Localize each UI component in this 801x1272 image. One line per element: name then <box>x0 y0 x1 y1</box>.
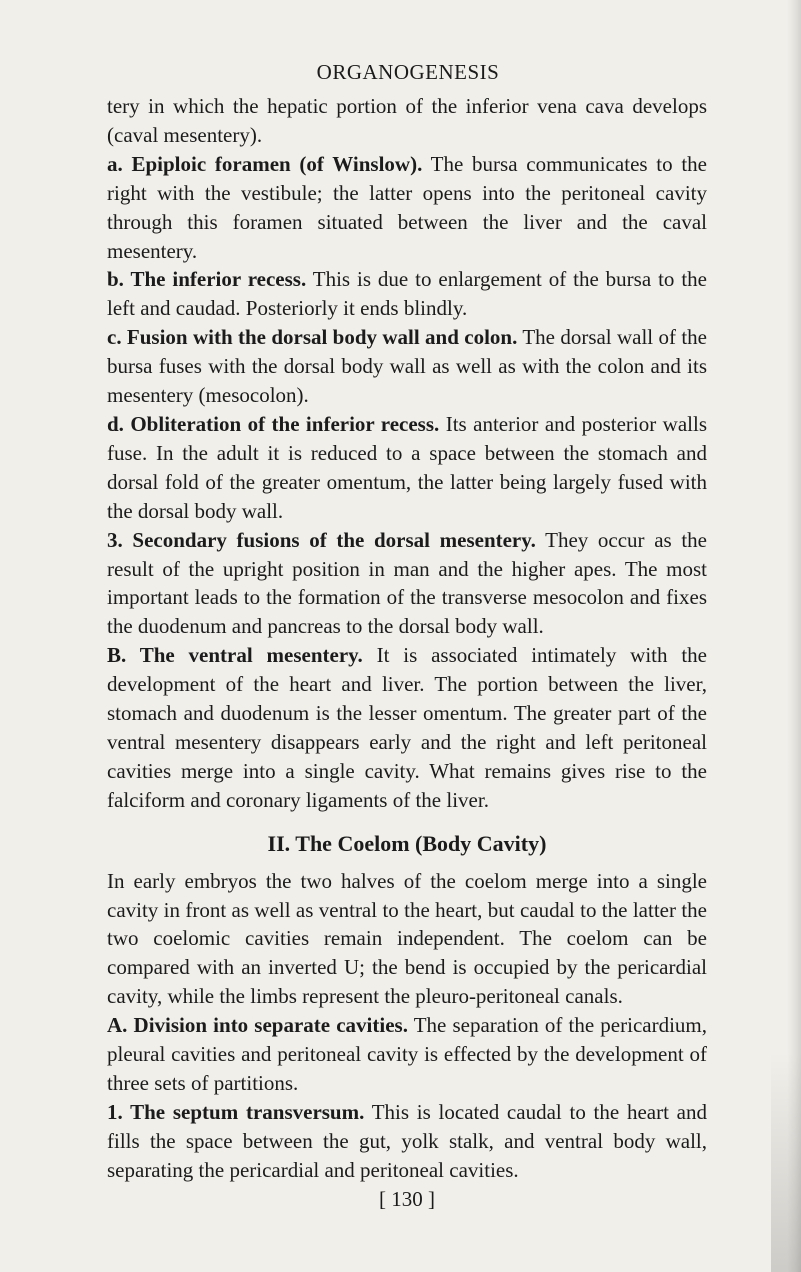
paragraph-septum-transversum: 1. The septum transversum. This is located caudal to the heart and fills the space between the gut, yolk stalk, and ventral body wall, separating the pericardial and peritoneal cavities. <box>107 1099 707 1182</box>
paragraph-ventral-mesentery: B. The ventral mesentery. It is associated intimately with the development of the heart and liver. The portion between the liver, stomach and duodenum is the lesser omentum. The greater part of the ventral mesentery disappears early and the right and left peritoneal cavities merge into a single cavity. What remains gives rise to the falciform and coronary ligaments of the liver. <box>107 643 707 812</box>
paragraph-heading: c. Fusion with the dorsal body wall and colon. <box>107 325 518 350</box>
book-page <box>107 58 707 1213</box>
section-heading: II. The Coelom (Body Cavity) <box>267 830 547 856</box>
running-head: ORGANOGENESIS <box>316 60 500 84</box>
paragraph-division: A. Division into separate cavities. The separation of the pericardium, pleural cavities and peritoneal cavity is effected by the development of three sets of partitions. <box>107 1013 707 1095</box>
paragraph-fusion-dorsal-wall: c. Fusion with the dorsal body wall and colon. The dorsal wall of the bursa fuses with the dorsal body wall as well as with the colon and its mesentery (mesocolon). <box>107 325 707 408</box>
paragraph-epiploic-foramen: a. Epiploic foramen (of Winslow). The bursa communicates to the right with the vestibule; the latter opens into the peritoneal cavity through this foramen situated between the liver and the caval mesentery. <box>107 151 708 263</box>
page-number: [ 130 ] <box>379 1186 435 1211</box>
paragraph-caval-mesentery-end: tery in which the hepatic portion of the inferior vena cava develops (caval mesentery). <box>107 94 707 147</box>
page-corner-shadow <box>771 1052 801 1272</box>
paragraph-inferior-recess: b. The inferior recess. This is due to enlargement of the bursa to the left and caudad. Posteriorly it ends blindly. <box>107 267 707 321</box>
paragraph-secondary-fusions: 3. Secondary fusions of the dorsal mesentery. They occur as the result of the upright position in man and the higher apes. The most important leads to the formation of the transverse mesocolon and fixes the duodenum and pancreas to the dorsal body wall. <box>107 527 707 639</box>
paragraph-heading: A. Division into separate cavities. <box>107 1013 408 1038</box>
body-text-upper <box>107 92 707 815</box>
paragraph-heading: 1. The septum transversum. <box>107 1099 365 1124</box>
paragraph-heading: d. Obliteration of the inferior recess. <box>107 411 440 436</box>
paragraph-heading: a. Epiploic foramen (of Winslow). <box>107 151 423 176</box>
paragraph-heading: B. The ventral mesentery. <box>107 643 363 668</box>
paragraph-heading: b. The inferior recess. <box>107 267 307 292</box>
paragraph-heading: 3. Secondary fusions of the dorsal mesentery. <box>107 527 536 552</box>
paragraph-coelom-intro: In early embryos the two halves of the coelom merge into a single cavity in front as well as ventral to the heart, but caudal to the latter the two coelomic cavities remain independent. The coelom can be compared with an inverted U; the bend is occupied by the pericardial cavity, while the limbs represent the pleuro-peritoneal canals. <box>107 868 707 1009</box>
body-text-lower <box>107 867 707 1185</box>
paragraph-obliteration: d. Obliteration of the inferior recess. Its anterior and posterior walls fuse. In the adult it is reduced to a space between the stomach and dorsal fold of the greater omentum, the latter being largely fused with the dorsal body wall. <box>107 411 707 523</box>
